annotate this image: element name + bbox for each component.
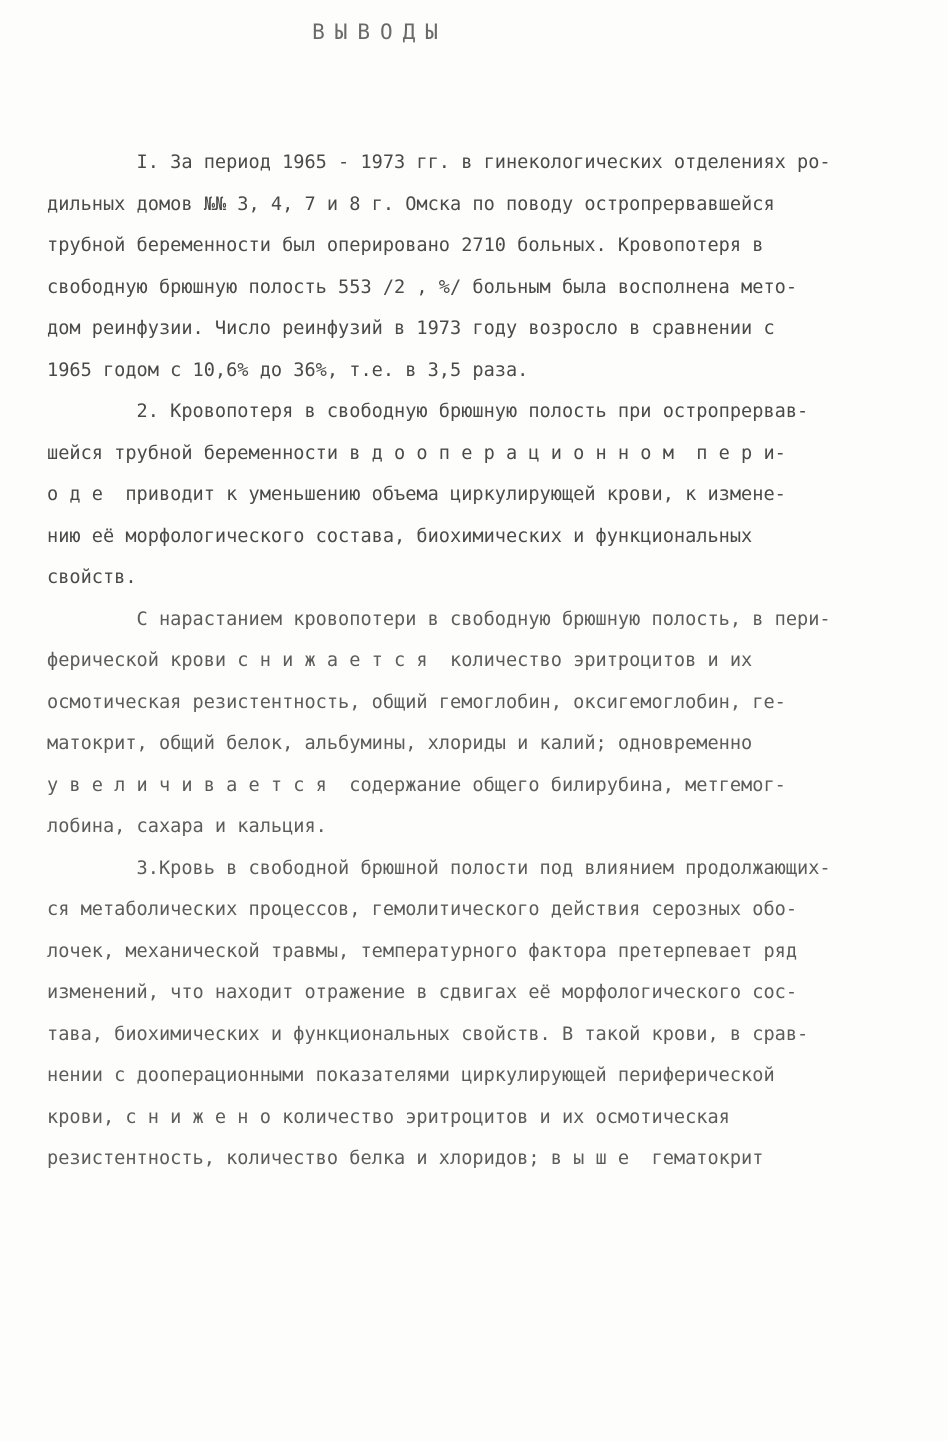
text-line: тава, биохимических и функциональных свойств. В такой крови, в срав- [47, 1023, 809, 1045]
text-line: трубной беременности был оперировано 2710 больных. Кровопотеря в [47, 235, 764, 256]
text-line: резистентность, количество белка и хлоридов; в ы ш е гематокрит [47, 1148, 764, 1169]
text-line: нию её морфологического состава, биохимических и функциональных [47, 525, 753, 547]
text-line: у в е л и ч и в а е т с я содержание общего билирубина, метгемог- [47, 774, 786, 796]
text-line: дом реинфузии. Число реинфузий в 1973 году возросло в сравнении с [47, 318, 775, 339]
text-line: осмотическая резистентность, общий гемоглобин, оксигемоглобин, ге- [47, 691, 786, 713]
page-title: ВЫВОДЫ [312, 20, 448, 44]
text-line: изменений, что находит отражение в сдвигах её морфологического сос- [47, 982, 798, 1003]
text-line: 3.Кровь в свободной брюшной полости под влиянием продолжающих- [47, 857, 831, 879]
text-line: 2. Кровопотеря в свободную брюшную полость при остропрервав- [47, 401, 809, 422]
text-line: I. За период 1965 - 1973 гг. в гинекологических отделениях ро- [47, 152, 831, 173]
text-line: свойств. [47, 567, 137, 588]
text-line: лобина, сахара и кальция. [47, 816, 327, 837]
text-line: крови, с н и ж е н о количество эритроцитов и их осмотическая [47, 1106, 730, 1128]
text-line: шейся трубной беременности в д о о п е р а ц и о н н о м п е р и- [47, 442, 786, 464]
conclusions-text [47, 142, 907, 1180]
text-line: дильных домов №№ 3, 4, 7 и 8 г. Омска по поводу остропрервавшейся [47, 193, 775, 215]
text-line: свободную брюшную полость 553 /2 , %/ больным была восполнена мето- [47, 276, 798, 298]
text-line: С нарастанием кровопотери в свободную брюшную полость, в пери- [47, 608, 831, 630]
text-line: 1965 годом с 10,6% до 36%, т.е. в 3,5 раза. [47, 359, 529, 381]
text-line: матокрит, общий белок, альбумины, хлориды и калий; одновременно [47, 733, 753, 754]
text-line: лочек, механической травмы, температурного фактора претерпевает ряд [47, 940, 798, 962]
text-line: ферической крови с н и ж а е т с я количество эритроцитов и их [47, 650, 753, 671]
text-line: о д е приводит к уменьшению объема циркулирующей крови, к измене- [47, 484, 786, 505]
text-line: ся метаболических процессов, гемолитического действия серозных обо- [47, 899, 798, 920]
text-line: нении с дооперационными показателями циркулирующей периферической [47, 1065, 775, 1086]
